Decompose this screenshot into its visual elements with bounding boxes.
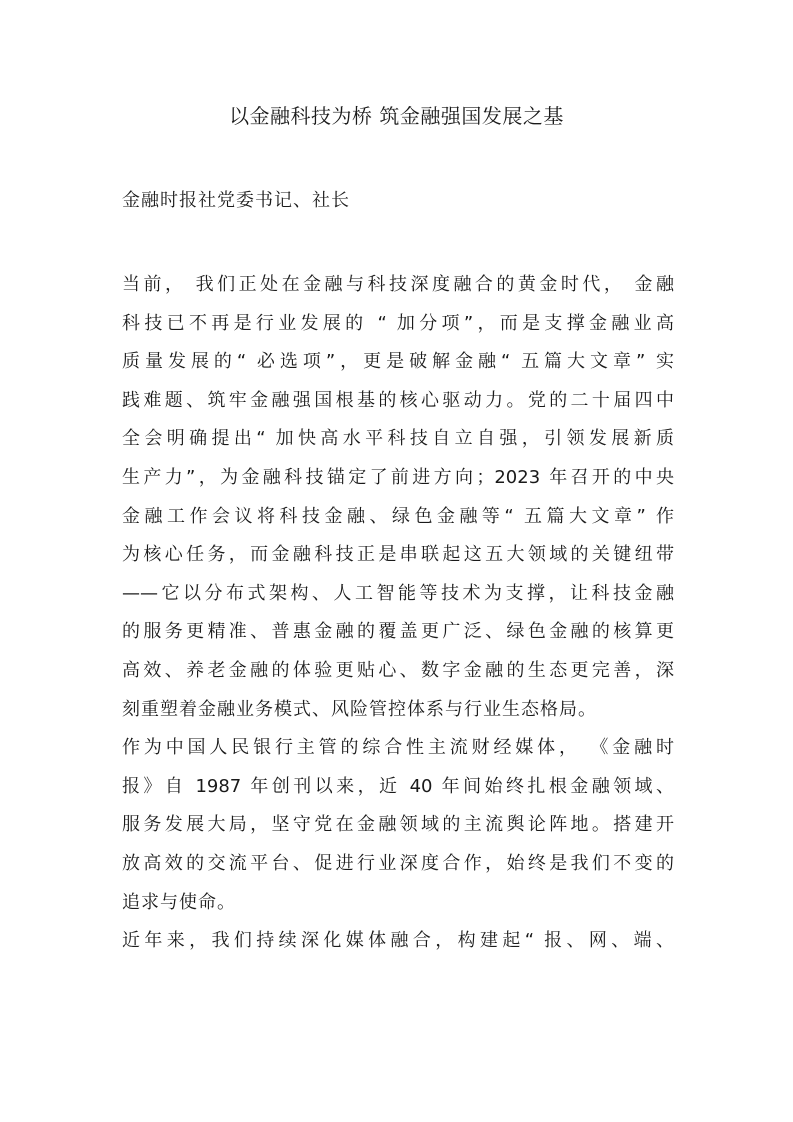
body-text-line: 追求与使命。 [122, 891, 236, 913]
body-text-line: 刻重塑着金融业务模式、风险管控体系与行业生态格局。 [122, 698, 597, 720]
body-text-line: 作为中国人民银行主管的综合性主流财经媒体， 《金融时 [122, 737, 674, 759]
body-text-line: 放高效的交流平台、促进行业深度合作，始终是我们不变的 [122, 852, 674, 874]
body-text-line: 高效、养老金融的体验更贴心、数字金融的生态更完善，深 [122, 659, 674, 681]
body-text-line: ——它以分布式架构、人工智能等技术为支撑，让科技金融 [122, 582, 674, 604]
body-text-line: 科技已不再是行业发展的 “ 加分项”，而是支撑金融业高 [122, 312, 674, 334]
page-title: 以金融科技为桥 筑金融强国发展之基 [229, 104, 564, 128]
body-text-line: 全会明确提出“ 加快高水平科技自立自强，引领发展新质 [122, 428, 674, 450]
body-text-line: 近年来，我们持续深化媒体融合，构建起“ 报、网、端、 [122, 930, 674, 952]
body-text-line: 生产力”，为金融科技锚定了前进方向；2023 年召开的中央 [122, 466, 674, 488]
article-body [122, 266, 674, 961]
body-text-line: 当前， 我们正处在金融与科技深度融合的黄金时代， 金融 [122, 274, 674, 295]
body-text-line: 服务发展大局，坚守党在金融领域的主流舆论阵地。搭建开 [122, 814, 674, 836]
body-text-line: 践难题、筑牢金融强国根基的核心驱动力。党的二十届四中 [122, 389, 674, 411]
body-text-line: 金融工作会议将科技金融、绿色金融等“ 五篇大文章” 作 [122, 505, 674, 527]
body-text-line: 为核心任务，而金融科技正是串联起这五大领域的关键纽带 [122, 544, 674, 566]
body-text-line: 报》自 1987 年创刊以来，近 40 年间始终扎根金融领域、 [122, 775, 674, 797]
body-text-line: 的服务更精准、普惠金融的覆盖更广泛、绿色金融的核算更 [122, 621, 674, 643]
body-text-line: 质量发展的“ 必选项”，更是破解金融“ 五篇大文章” 实 [122, 351, 674, 373]
author-byline: 金融时报社党委书记、社长 [122, 190, 350, 211]
